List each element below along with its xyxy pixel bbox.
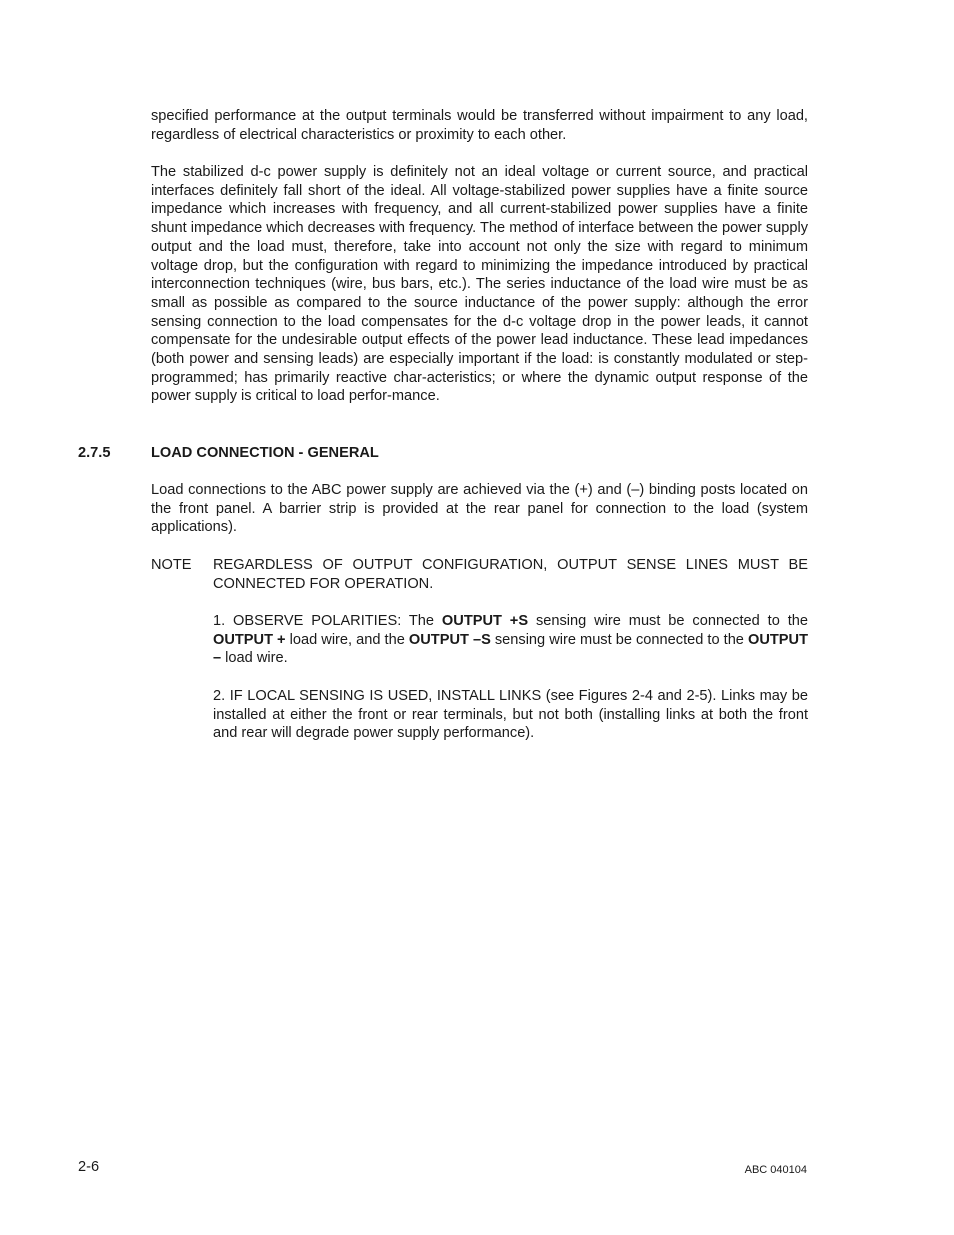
section-number: 2.7.5 <box>78 445 111 461</box>
note-item1-text-2: sensing wire must be connected to the <box>528 613 808 629</box>
note-item1-text-5: load wire. <box>221 650 288 667</box>
note-item1-bold-output-plus-s: OUTPUT +S <box>441 613 529 629</box>
note-item1-bold-output-minus-s: OUTPUT –S <box>408 631 491 648</box>
note-item-local-sensing: 2. IF LOCAL SENSING IS USED, INSTALL LINKS (see Figures 2-4 and 2-5). Links may be installed at either the front or rear terminals, but not both (installing links at both the front and rear will degrade power supply performance). <box>213 688 808 742</box>
note-item1-bold-output-minus: OUTPUT – <box>213 631 808 667</box>
paragraph-stabilized-supply: The stabilized d-c power supply is definitely not an ideal voltage or current source, and practical interfaces definitely fall short of the ideal. All voltage-stabilized power supplies have a finite source impedance which increases with frequency, and all current-stabilized power supplies have a finite shunt impedance which decreases with frequency. The method of interface between the power supply output and the load must, therefore, take into account not only the size with regard to minimum voltage drop, but the configuration with regard to minimizing the impedance introduced by practical interconnection techniques (wire, bus bars, etc.). The series inductance of the load wire must be as small as possible as compared to the source inductance of the power supply: although the error sensing connection to the load compensates for the d-c voltage drop in the power leads, it cannot compensate for the undesirable output effects of the power lead inductance. These lead impedances (both power and sensing leads) are especially important if the load: is constantly modulated or step-programmed; has primarily reactive char-acteristics; or where the dynamic output response of the power supply is critical to load perfor-mance. <box>151 164 808 405</box>
section-title: LOAD CONNECTION - GENERAL <box>151 445 379 461</box>
note-item1-text-1: 1. OBSERVE POLARITIES: The <box>213 613 442 629</box>
note-item1-bold-output-plus: OUTPUT + <box>213 631 286 648</box>
document-id: ABC 040104 <box>744 1164 807 1176</box>
note-text: REGARDLESS OF OUTPUT CONFIGURATION, OUTPUT SENSE LINES MUST BE CONNECTED FOR OPERATION. <box>213 557 808 592</box>
note-item-observe-polarities <box>213 612 808 668</box>
page-number: 2-6 <box>78 1159 100 1175</box>
note-item1-text-3: load wire, and the <box>285 631 409 648</box>
paragraph-continuation: specified performance at the output terminals would be transferred without impairment to any load, regardless of electrical characteristics or proximity to each other. <box>151 108 808 143</box>
paragraph-load-connections: Load connections to the ABC power supply are achieved via the (+) and (–) binding posts located on the front panel. A barrier strip is provided at the rear panel for connection to the load (system applications). <box>151 482 808 536</box>
note-label: NOTE <box>151 557 192 573</box>
note-item1-text-4: sensing wire must be connected to the <box>490 631 748 648</box>
